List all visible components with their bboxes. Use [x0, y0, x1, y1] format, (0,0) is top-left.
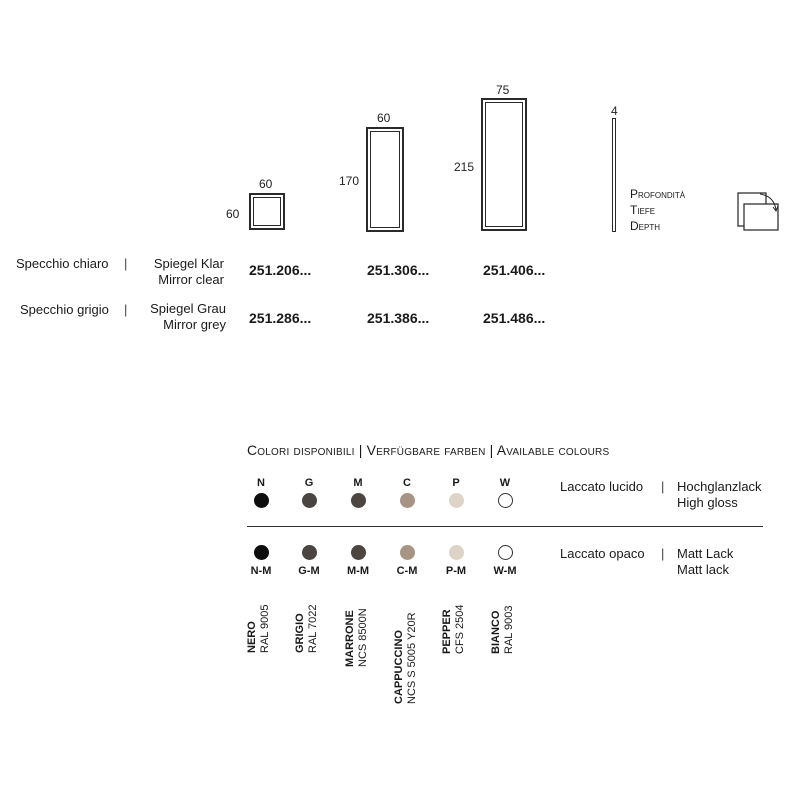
gloss-code-m: M [353, 477, 363, 489]
color-name-nero [246, 604, 272, 653]
matt-swatch-nero [254, 545, 269, 560]
code-clear-large: 251.406... [483, 262, 546, 278]
mirror-depth-value: 4 [611, 104, 618, 118]
matt-code-c: C-M [396, 565, 418, 577]
color-name-grigio-ref: RAL 7022 [307, 604, 319, 653]
gloss-code-w: W [499, 477, 511, 489]
row-sub-clear [120, 256, 224, 288]
color-name-pepper-title: PEPPER [441, 609, 453, 654]
row-sub2-grey: Mirror grey [163, 317, 226, 332]
matt-sub1: Matt Lack [677, 546, 734, 561]
mirror-medium-height: 170 [339, 174, 360, 188]
row-sub-grey [120, 301, 226, 333]
color-name-nero-title: NERO [246, 621, 258, 653]
gloss-code-p: P [452, 477, 460, 489]
door-rotation-icon [736, 190, 786, 235]
mirror-medium-outline [366, 127, 404, 232]
mirror-medium-width: 60 [377, 111, 391, 125]
color-name-cappuccino [393, 612, 419, 704]
color-name-marrone-title: MARRONE [344, 610, 356, 667]
gloss-code-n: N [257, 477, 265, 489]
mirror-small-width: 60 [259, 177, 273, 191]
code-clear-small: 251.206... [249, 262, 312, 278]
code-clear-medium: 251.306... [367, 262, 430, 278]
gloss-sub2: High gloss [677, 495, 738, 510]
matt-separator: | [661, 546, 665, 561]
color-name-marrone-ref: NCS 8500N [357, 608, 369, 667]
mirror-large-width: 75 [496, 83, 510, 97]
gloss-swatch-marrone [351, 493, 366, 508]
gloss-label: Laccato lucido [560, 479, 644, 494]
matt-code-g: G-M [298, 565, 320, 577]
row-separator-grey: | [124, 302, 128, 317]
depth-label-en: Depth [630, 219, 661, 233]
color-name-cappuccino-ref: NCS S 5005 Y20R [406, 612, 418, 704]
color-name-pepper [441, 604, 467, 654]
gloss-swatch-nero [254, 493, 269, 508]
matt-code-n: N-M [250, 565, 272, 577]
colors-title: Colori disponibili | Verfügbare farben | Available colours [247, 442, 610, 458]
mirror-small-height: 60 [226, 207, 240, 221]
row-separator-clear: | [124, 256, 128, 271]
matt-code-p: P-M [445, 565, 467, 577]
gloss-code-g: G [304, 477, 314, 489]
mirror-large-outline [481, 98, 527, 231]
matt-sub2: Matt lack [677, 562, 730, 577]
row-label-grey: Specchio grigio [20, 302, 109, 317]
color-name-nero-ref: RAL 9005 [259, 604, 271, 653]
row-sub1-clear: Spiegel Klar [153, 256, 224, 271]
color-name-grigio-title: GRIGIO [294, 613, 306, 653]
gloss-swatch-cappuccino [400, 493, 415, 508]
code-grey-small: 251.286... [249, 310, 312, 326]
gloss-sub [677, 479, 762, 511]
matt-swatch-bianco [498, 545, 513, 560]
color-name-bianco-title: BIANCO [490, 610, 502, 654]
color-name-bianco [490, 605, 516, 654]
matt-code-m: M-M [347, 565, 369, 577]
color-name-marrone [344, 608, 370, 667]
gloss-separator: | [661, 479, 665, 494]
code-grey-medium: 251.386... [367, 310, 430, 326]
matt-swatch-cappuccino [400, 545, 415, 560]
row-label-clear: Specchio chiaro [16, 256, 109, 271]
mirror-large-height: 215 [454, 160, 475, 174]
mirror-small-outline [249, 193, 285, 230]
matt-swatch-pepper [449, 545, 464, 560]
depth-label-it: Profondità [630, 187, 686, 201]
color-name-cappuccino-title: CAPPUCCINO [393, 630, 405, 704]
color-name-bianco-ref: RAL 9003 [503, 605, 515, 654]
color-name-grigio [294, 604, 320, 653]
gloss-swatch-pepper [449, 493, 464, 508]
code-grey-large: 251.486... [483, 310, 546, 326]
depth-label-de: Tiefe [630, 203, 656, 217]
finish-divider [247, 526, 763, 527]
matt-label: Laccato opaco [560, 546, 645, 561]
gloss-swatch-grigio [302, 493, 317, 508]
depth-label [630, 186, 685, 234]
gloss-sub1: Hochglanzlack [677, 479, 762, 494]
gloss-swatch-bianco [498, 493, 513, 508]
color-name-pepper-ref: CFS 2504 [454, 604, 466, 654]
gloss-code-c: C [403, 477, 411, 489]
matt-swatch-grigio [302, 545, 317, 560]
matt-code-w: W-M [493, 565, 517, 577]
matt-sub [677, 546, 733, 578]
row-sub2-clear: Mirror clear [158, 272, 224, 287]
mirror-depth-outline [612, 118, 616, 232]
matt-swatch-marrone [351, 545, 366, 560]
row-sub1-grey: Spiegel Grau [150, 301, 226, 316]
